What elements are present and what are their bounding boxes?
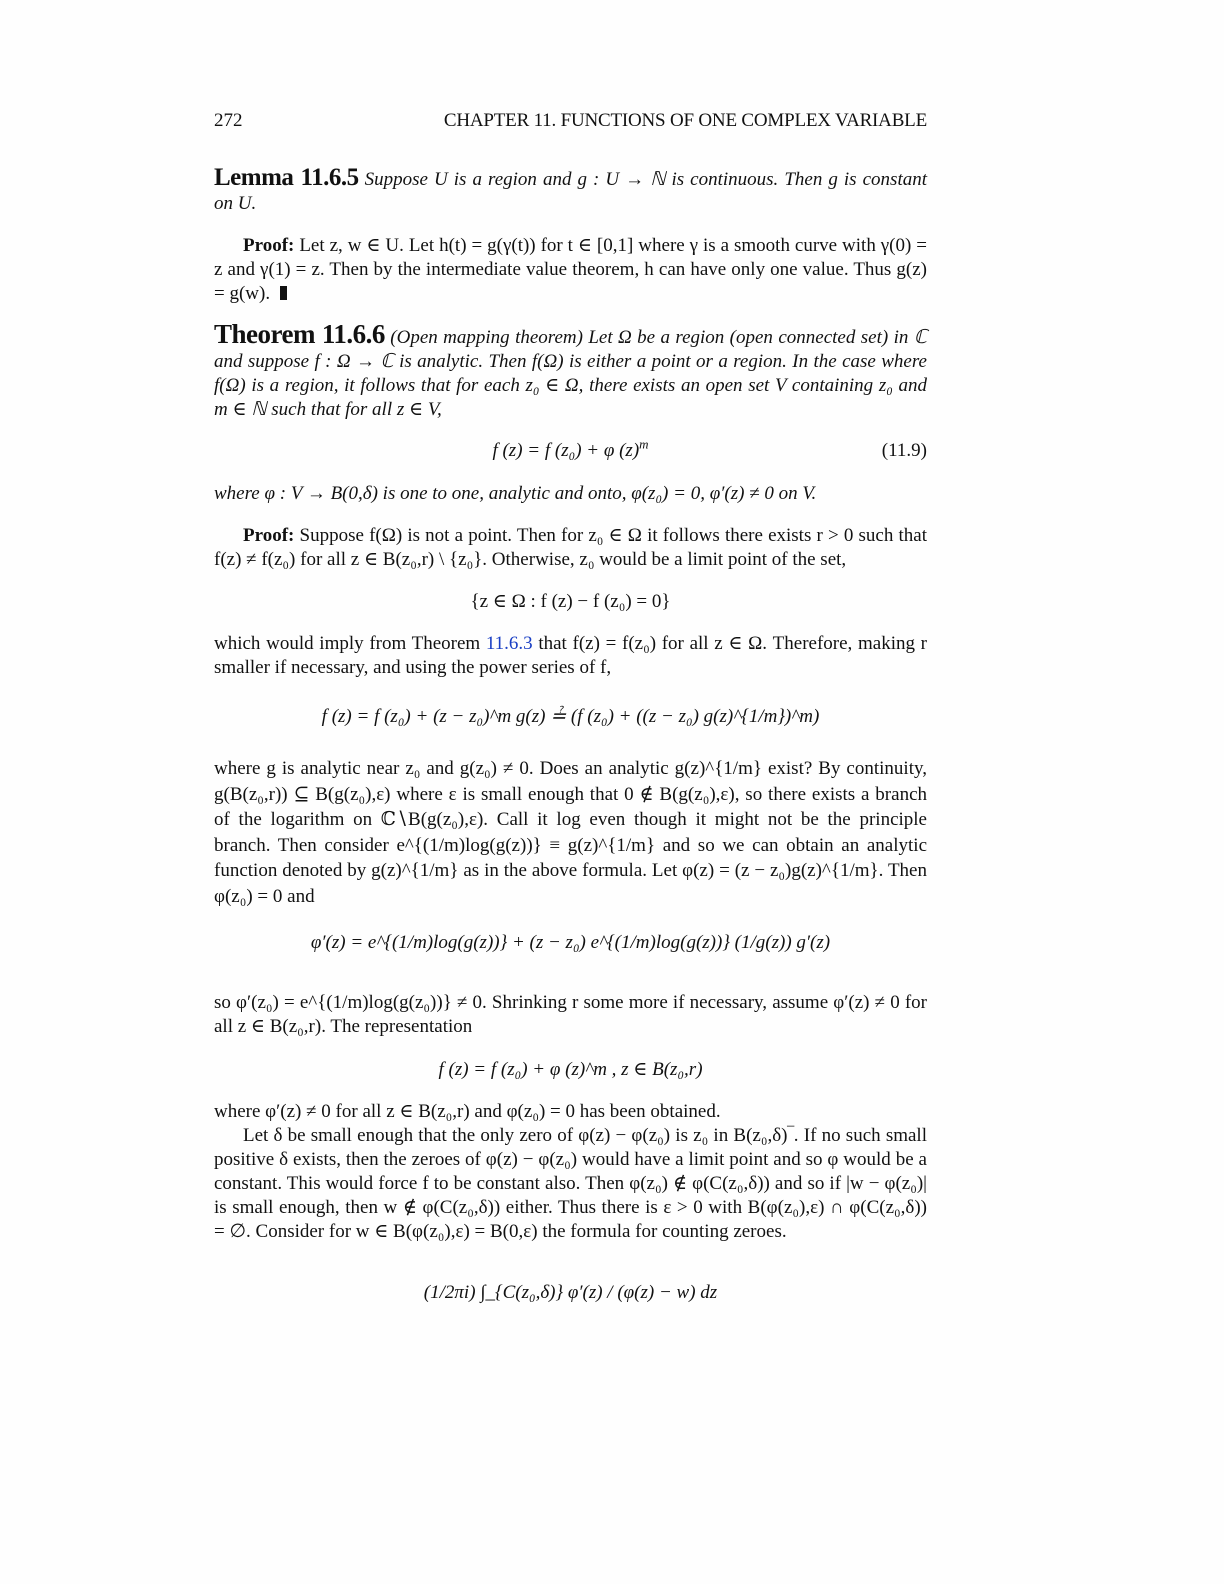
- proof-text-2a: which would imply from Theorem: [214, 633, 486, 654]
- power-series-equation: f (z) = f (z₀) + (z − z₀)^m g(z) ≟ (f (z₀) + ((z − z₀) g(z)^{1/m})^m): [321, 706, 820, 727]
- theorem-reference-link[interactable]: 11.6.3: [485, 633, 533, 654]
- proof-paragraph-3: where g is analytic near z₀ and g(z₀) ≠ 0. Does an analytic g(z)^{1/m} exist? By continuity, g(B(z₀,r)) ⊆ B(g(z₀),ε) where ε is small enough that 0 ∉ B(g(z₀),ε), so there exists a branch of the logarithm on ℂ∖B(g(z₀),ε). Call it log even though it might not be the principle branch. Then consider e^{(1/m)log(g(z))} ≡ g(z)^{1/m} and so we can obtain an analytic function denoted by g(z)^{1/m} as in the above formula. Let φ(z) = (z − z₀)g(z)^{1/m}. Then φ(z₀) = 0 and: [214, 758, 927, 907]
- proof-label: Proof:: [243, 525, 295, 546]
- theorem-conclusion: where φ : V → B(0,δ) is one to one, analytic and onto, φ(z₀) = 0, φ′(z) ≠ 0 on V.: [214, 483, 817, 504]
- lemma-statement: Suppose U is a region and g : U → ℕ is continuous. Then g is constant on U.: [214, 169, 928, 214]
- set-equation: {z ∈ Ω : f (z) − f (z₀) = 0}: [470, 591, 671, 612]
- theorem-label: Theorem 11.6.6: [214, 319, 385, 349]
- equation-11-9: [214, 436, 927, 462]
- proof-text-2b: that f(z) = f(z₀) for all z ∈ Ω. Therefore, making r smaller if necessary, and using the power series of f,: [214, 633, 927, 678]
- proof-paragraph-6: Let δ be small enough that the only zero of φ(z) − φ(z₀) is z₀ in B(z₀,δ)‾. If no such small positive δ exists, then the zeroes of φ(z) − φ(z₀) would have a limit point and so φ would be a constant. This would force f to be constant also. Then φ(z₀) ∉ φ(C(z₀,δ)) and so if |w − φ(z₀)| is small enough, then w ∉ φ(C(z₀,δ)) either. Thus there is ε > 0 with B(φ(z₀),ε) ∩ φ(C(z₀,δ)) = ∅. Consider for w ∈ B(φ(z₀),ε) = B(0,ε) the formula for counting zeroes.: [214, 1125, 927, 1242]
- proof-text-1: Suppose f(Ω) is not a point. Then for z₀ ∈ Ω it follows there exists r > 0 such that f(z) ≠ f(z₀) for all z ∈ B(z₀,r) \ {z₀}. Otherwise, z₀ would be a limit point of the set,: [214, 525, 928, 570]
- proof-paragraph-4: so φ′(z₀) = e^{(1/m)log(g(z₀))} ≠ 0. Shrinking r some more if necessary, assume φ′(z) ≠ 0 for all z ∈ B(z₀,r). The representation: [214, 992, 927, 1037]
- representation-equation: f (z) = f (z₀) + φ (z)^m , z ∈ B(z₀,r): [438, 1059, 703, 1080]
- proof-paragraph-2: [214, 632, 927, 680]
- proof-paragraph-5: where φ′(z) ≠ 0 for all z ∈ B(z₀,r) and φ(z₀) = 0 has been obtained.: [214, 1101, 721, 1122]
- lemma-proof: [214, 234, 927, 306]
- theorem-block: [214, 319, 928, 422]
- theorem-statement: (Open mapping theorem) Let Ω be a region (open connected set) in ℂ and suppose f : Ω → ℂ is analytic. Then f(Ω) is either a point or a region. In the case where f(Ω) is a region, it follows that for each z₀ ∈ Ω, there exists an open set V containing z₀ and m ∈ ℕ such that for all z ∈ V,: [214, 327, 928, 420]
- equation-number: (11.9): [881, 440, 927, 461]
- lemma-label: Lemma 11.6.5: [214, 164, 359, 191]
- chapter-title: CHAPTER 11. FUNCTIONS OF ONE COMPLEX VARIABLE: [443, 110, 927, 131]
- proof-paragraph-1: [214, 524, 927, 572]
- lemma-block: [214, 166, 927, 216]
- derivative-equation: φ′(z) = e^{(1/m)log(g(z))} + (z − z₀) e^{(1/m)log(g(z))} (1/g(z)) g′(z): [310, 932, 831, 953]
- lemma-proof-label: Proof:: [243, 235, 295, 256]
- lemma-proof-text: Let z, w ∈ U. Let h(t) = g(γ(t)) for t ∈ [0,1] where γ is a smooth curve with γ(0) = z and γ(1) = z. Then by the intermediate value theorem, h can have only one value. Thus g(z) = g(w).: [214, 235, 927, 304]
- equation-body: f (z) = f (z₀) + φ (z): [492, 440, 640, 461]
- counting-zeroes-integral: (1/2πi) ∫_{C(z₀,δ)} φ′(z) / (φ(z) − w) dz: [423, 1282, 718, 1303]
- page-number: 272: [214, 110, 243, 131]
- equation-exponent: m: [639, 436, 649, 452]
- qed-icon: [280, 286, 287, 300]
